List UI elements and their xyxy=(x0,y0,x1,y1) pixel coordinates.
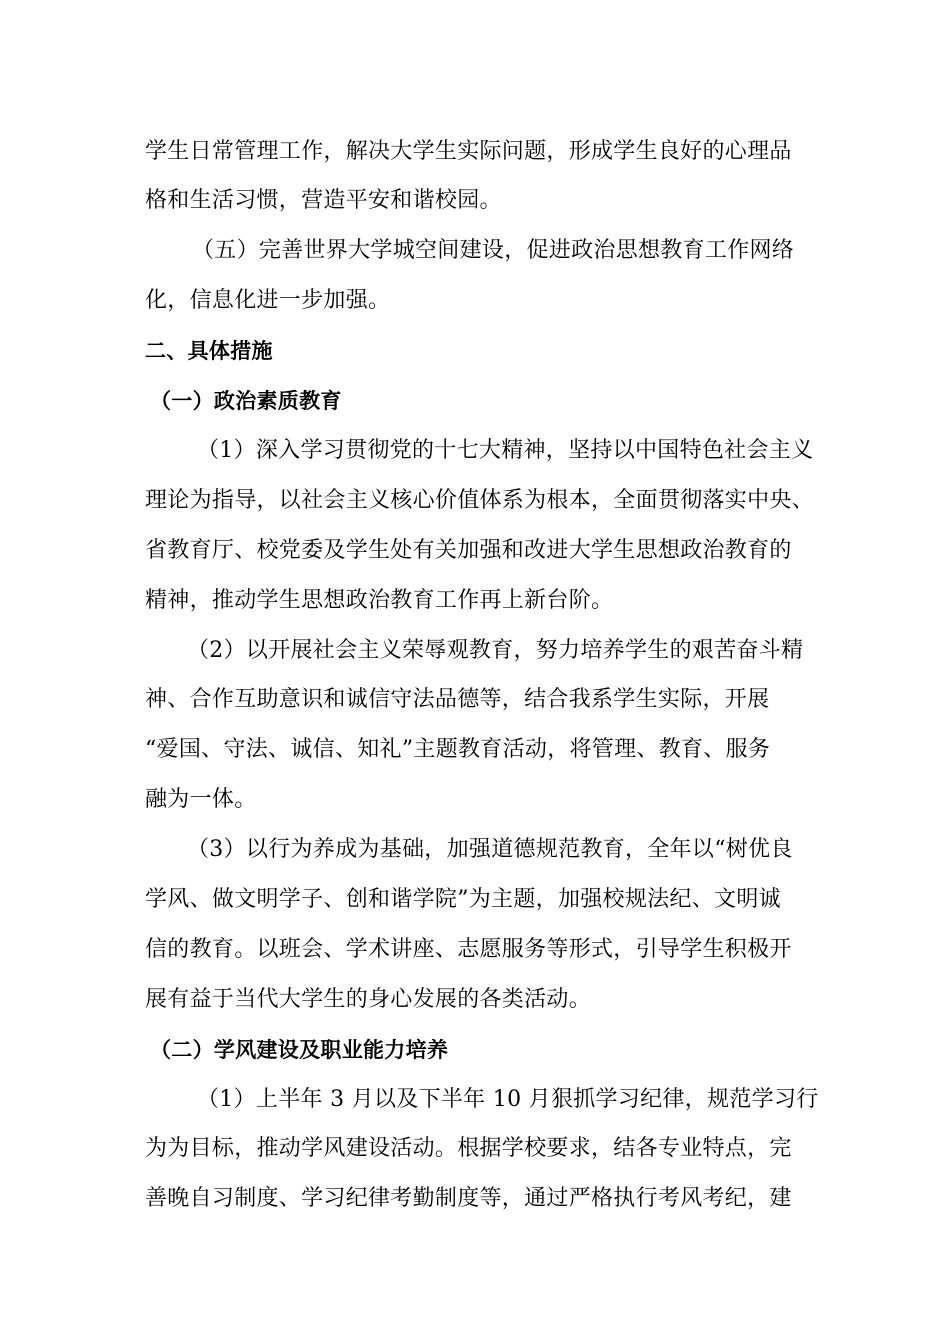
body-text-line: 为为目标，推动学风建设活动。根据学校要求，结各专业特点，完 xyxy=(145,1136,792,1161)
body-text-line: 融为一体。 xyxy=(145,787,257,812)
body-text-line: 学风、做文明学子、创和谐学院”为主题，加强校规法纪、文明诚 xyxy=(145,887,781,912)
body-text-line: 信的教育。以班会、学术讲座、志愿服务等形式，引导学生积极开 xyxy=(145,937,792,962)
section-heading: 二、具体措施 xyxy=(145,339,273,363)
body-text-line: 展有益于当代大学生的身心发展的各类活动。 xyxy=(145,987,592,1012)
body-text-line: 化，信息化进一步加强。 xyxy=(145,288,391,313)
body-text-line: 神、合作互助意识和诚信守法品德等，结合我系学生实际，开展 xyxy=(145,687,770,712)
subsection-heading: （二）学风建设及职业能力培养 xyxy=(150,1038,449,1062)
body-text-line: “爱国、守法、诚信、知礼”主题教育活动，将管理、教育、服务 xyxy=(145,737,771,762)
body-text-line: 善晚自习制度、学习纪律考勤制度等，通过严格执行考风考纪，建 xyxy=(145,1186,792,1211)
body-text-line: 省教育厅、校党委及学生处有关加强和改进大学生思想政治教育的 xyxy=(145,538,792,563)
list-item: （1）上半年 3 月以及下半年 10 月狠抓学习纪律，规范学习行 xyxy=(197,1087,819,1112)
list-item: （3）以行为养成为基础，加强道德规范教育，全年以“树优良 xyxy=(187,837,793,862)
subsection-heading: （一）政治素质教育 xyxy=(150,389,342,413)
list-item: （1）深入学习贯彻党的十七大精神，坚持以中国特色社会主义 xyxy=(197,438,814,463)
body-text-line: 精神，推动学生思想政治教育工作再上新台阶。 xyxy=(145,588,614,613)
body-text-line: 学生日常管理工作，解决大学生实际问题，形成学生良好的心理品 xyxy=(145,139,792,164)
body-text-line: 格和生活习惯，营造平安和谐校园。 xyxy=(145,188,502,213)
list-item: （2）以开展社会主义荣辱观教育，努力培养学生的艰苦奋斗精 xyxy=(187,638,804,663)
body-text-line: 理论为指导，以社会主义核心价值体系为根本，全面贯彻落实中央、 xyxy=(145,488,815,513)
section-item-5: （五）完善世界大学城空间建设，促进政治思想教育工作网络 xyxy=(192,238,795,263)
